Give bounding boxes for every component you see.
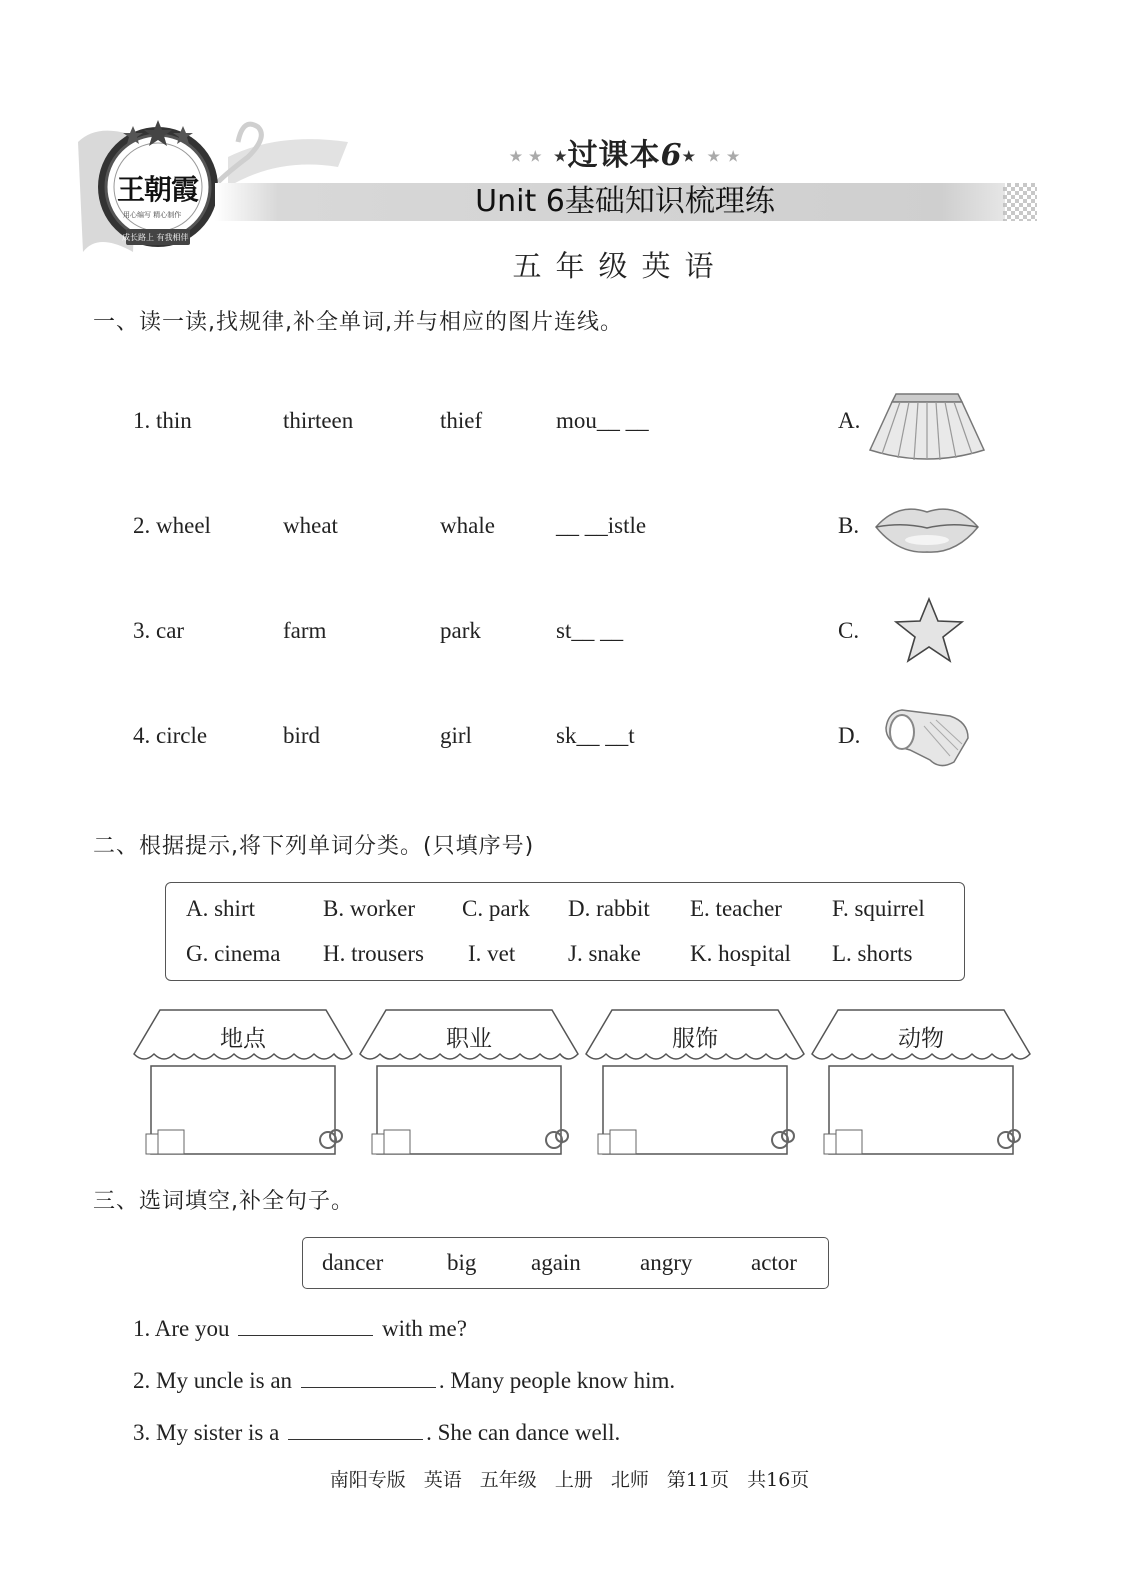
row2-word3: whale xyxy=(440,513,495,538)
word-option: K. hospital xyxy=(690,941,791,966)
row3-word2: farm xyxy=(283,618,327,643)
sentence-2: 2. My uncle is an . Many people know him. xyxy=(133,1368,676,1393)
picture-c-label: C. xyxy=(838,618,860,643)
row3-word1: 3. car xyxy=(133,618,185,643)
word-option: D. rabbit xyxy=(568,896,650,921)
row2-incomplete-word[interactable]: __ __istle xyxy=(556,513,647,538)
row1-word1: 1. thin xyxy=(133,408,192,433)
option-word: big xyxy=(447,1250,477,1275)
category-label-jobs: 职业 xyxy=(446,1026,492,1052)
option-word: actor xyxy=(751,1250,797,1275)
brand-name: 王朝霞 xyxy=(117,175,199,206)
picture-b-label: B. xyxy=(838,513,860,538)
unit-title: Unit 6基础知识梳理练 xyxy=(475,184,775,219)
mouth-icon[interactable] xyxy=(873,500,981,556)
word-option: J. snake xyxy=(568,941,641,966)
picture-a-label: A. xyxy=(838,408,861,433)
row2-word1: 2. wheel xyxy=(133,513,211,538)
option-word: dancer xyxy=(322,1250,384,1275)
page-footer: 南阳专版 英语 五年级 上册 北师 第11页 共16页 xyxy=(329,1469,810,1491)
row1-incomplete-word[interactable]: mou__ __ xyxy=(556,408,649,433)
word-option: C. park xyxy=(462,896,530,921)
row4-incomplete-word[interactable]: sk__ __t xyxy=(556,723,635,748)
row1-word2: thirteen xyxy=(283,408,354,433)
section1-heading: 一、读一读,找规律,补全单词,并与相应的图片连线。 xyxy=(93,310,623,335)
option-word: angry xyxy=(640,1250,693,1275)
row4-word1: 4. circle xyxy=(133,723,208,748)
word-option: G. cinema xyxy=(186,941,281,966)
sentence-3: 3. My sister is a . She can dance well. xyxy=(133,1420,621,1445)
word-option: E. teacher xyxy=(690,896,782,921)
star-icon[interactable] xyxy=(893,596,965,664)
badge-text: 成长路上 有我相伴 xyxy=(122,233,189,242)
section2-heading: 二、根据提示,将下列单词分类。(只填序号) xyxy=(93,834,535,859)
row1-word3: thief xyxy=(440,408,483,433)
word-option: H. trousers xyxy=(323,941,424,966)
word-option: L. shorts xyxy=(832,941,913,966)
word-option: F. squirrel xyxy=(832,896,925,921)
series-number: 6 xyxy=(660,138,683,173)
subject-title: 五年级英语 xyxy=(512,249,728,283)
row4-word3: girl xyxy=(440,723,472,748)
word-option: A. shirt xyxy=(186,896,255,921)
row2-word2: wheat xyxy=(283,513,338,538)
sentence-1: 1. Are you with me? xyxy=(133,1316,467,1341)
whistle-icon[interactable] xyxy=(880,700,972,772)
star-icon: ★ xyxy=(554,149,568,165)
title-bar-decoration xyxy=(1003,183,1037,221)
category-label-places: 地点 xyxy=(220,1026,266,1052)
star-icon: ★ ★ xyxy=(707,149,741,165)
category-label-clothes: 服饰 xyxy=(672,1026,718,1052)
section3-heading: 三、选词填空,补全句子。 xyxy=(93,1189,354,1214)
category-label-animals: 动物 xyxy=(898,1026,944,1052)
star-icon: ★ xyxy=(682,149,696,165)
skirt-icon[interactable] xyxy=(868,388,986,464)
word-option: I. vet xyxy=(468,941,516,966)
answer-blank[interactable] xyxy=(238,1315,373,1336)
answer-blank[interactable] xyxy=(288,1419,423,1440)
picture-d-label: D. xyxy=(838,723,861,748)
word-option: B. worker xyxy=(323,896,415,921)
option-word: again xyxy=(531,1250,581,1275)
row3-word3: park xyxy=(440,618,481,643)
badge-sub: 用心编写 精心制作 xyxy=(123,211,182,219)
answer-blank[interactable] xyxy=(301,1367,436,1388)
row3-incomplete-word[interactable]: st__ __ xyxy=(556,618,624,643)
row4-word2: bird xyxy=(283,723,321,748)
star-icon: ★ ★ xyxy=(509,149,543,165)
series-title: ★ ★ ★过课本6★ ★ ★ xyxy=(509,138,741,173)
